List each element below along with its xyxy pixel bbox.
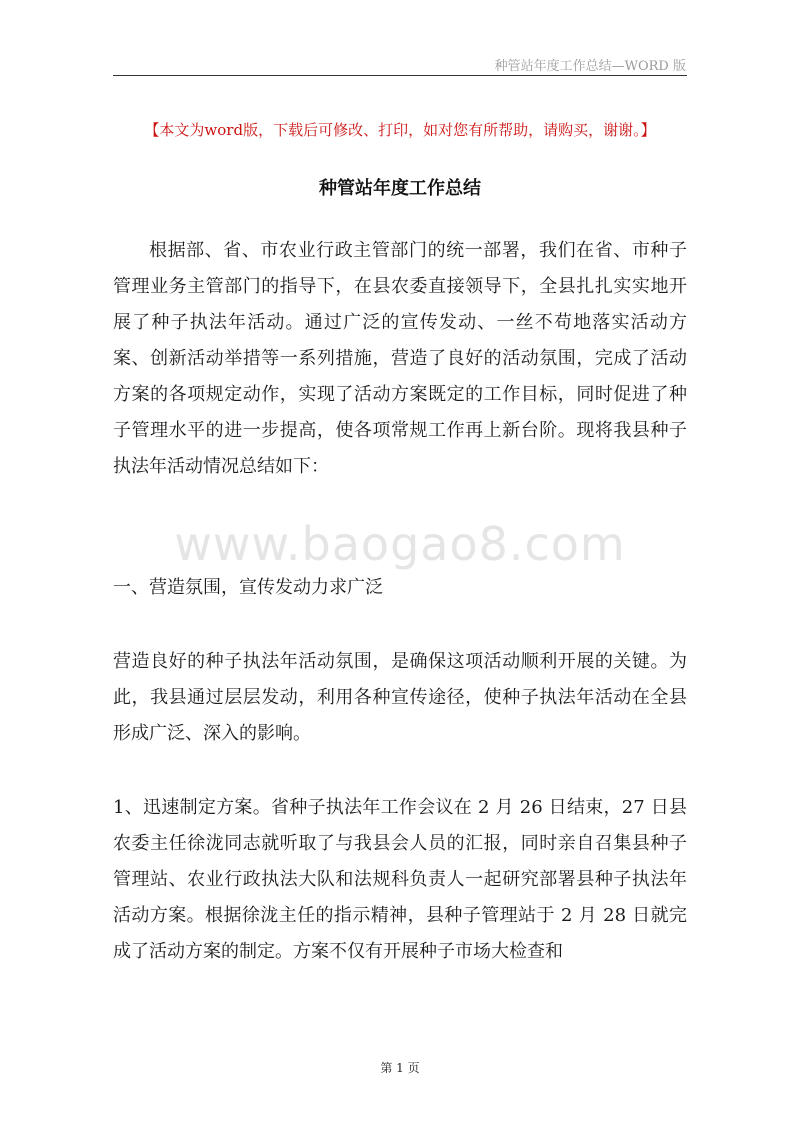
purchase-notice: 【本文为word版，下载后可修改、打印，如对您有所帮助，请购买，谢谢。】 <box>144 121 656 139</box>
document-title: 种管站年度工作总结 <box>319 178 481 199</box>
paragraph-section-intro: 营造良好的种子执法年活动氛围，是确保这项活动顺利开展的关键。为此，我县通过层层发动，利用各种宣传途径，使种子执法年活动在全县形成广泛、深入的影响。 <box>113 651 687 744</box>
page-number: 第 1 页 <box>380 1061 420 1075</box>
paragraph-intro: 根据部、省、市农业行政主管部门的统一部署，我们在省、市种子管理业务主管部门的指导下，在县农委直接领导下，全县扎扎实实地开展了种子执法年活动。通过广泛的宣传发动、一丝不苟地落实活动方案、创新活动举措等一系列措施，营造了良好的活动氛围，完成了活动方案的各项规定动作，实现了活动方案既定的工作目标，同时促进了种子管理水平的进一步提高，使各项常规工作再上新台阶。现将我县种子执法年活动情况总结如下： <box>113 240 687 477</box>
header-divider <box>113 75 687 76</box>
running-header: 种管站年度工作总结—WORD 版 <box>494 59 686 74</box>
watermark-text: www.baogao8.com <box>174 517 626 571</box>
paragraph-item-1: 1、迅速制定方案。省种子执法年工作会议在 2 月 26 日结束，27 日县农委主任徐泷同志就听取了与我县会人员的汇报，同时亲自召集县种子管理站、农业行政执法大队和法规科负责人一起研究部署县种子执法年活动方案。根据徐泷主任的指示精神，县种子管理站于 2 月 28 日就完成了活动方案的制定。方案不仅有开展种子市场大检查和 <box>113 797 687 962</box>
section-heading: 一、营造氛围，宣传发动力求广泛 <box>113 577 383 598</box>
